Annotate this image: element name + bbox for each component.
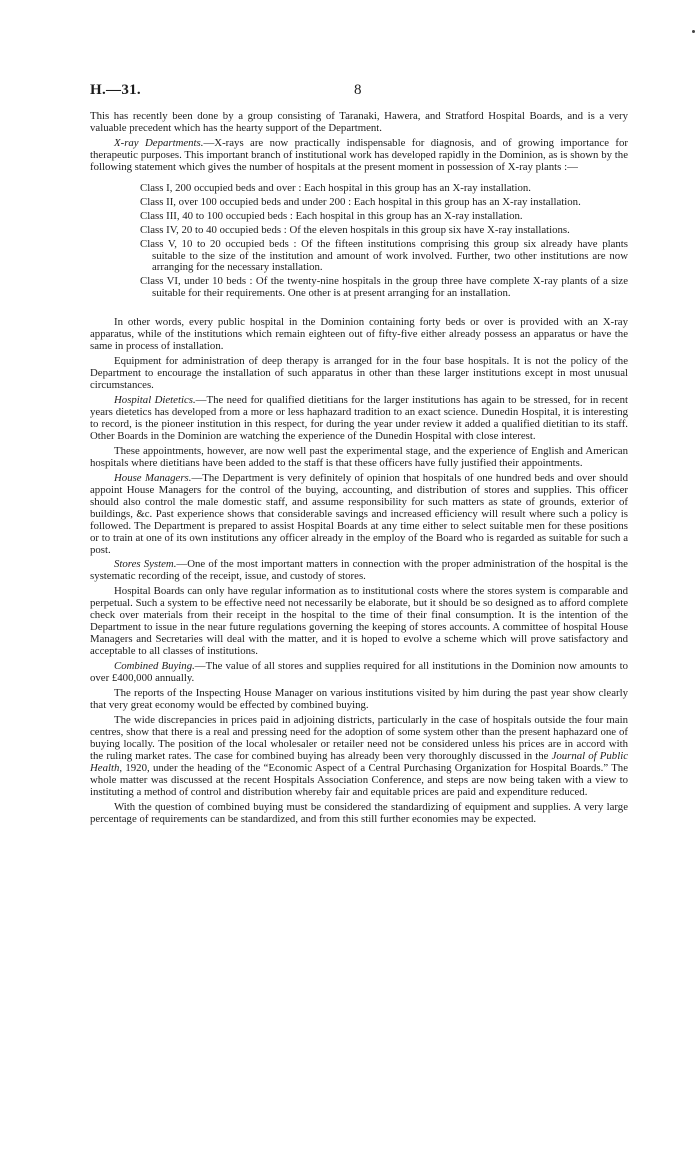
- class-item-1: Class I, 200 occupied beds and over : Each hospital in this group has an X-ray installation.: [140, 181, 532, 194]
- paragraph-standardizing: With the question of combined buying must be considered the standardizing of equipment and supplies. A very large percentage of requirements can be standardized, and from this still further economies may be expected.: [90, 800, 628, 825]
- discrepancies-text-b: , 1920, under the heading of the “Economic Aspect of a Central Purchasing Organization for Hospital Boards.” The whole matter was discussed at the recent Hospitals Association Conference, and steps are now being taken with a view to instituting a method of control and distribution whereby fair and equitable prices are paid and expenditure reduced.: [90, 761, 628, 798]
- paragraph-xray: [90, 138, 628, 174]
- xray-class-list: [140, 183, 628, 301]
- class-item-3: Class III, 40 to 100 occupied beds : Each hospital in this group has an X-ray installation.: [140, 209, 523, 222]
- house-managers-text: —The Department is very definitely of opinion that hospitals of one hundred beds and over should appoint House Managers for the control of the buying, accounting, and distribution of stores and supplies. This officer should also control the male domestic staff, and assume responsibility for such matters as state of grounds, exterior of buildings, &c. Past experience shows that considerable savings and increased efficiency will result where such a policy is followed. The Department is prepared to assist Hospital Boards at any time either to select suitable men for these positions or to train at one of its own institutions any officer already in the employ of the Board who is regarded as suitable for such a post.: [90, 471, 628, 556]
- house-managers-heading: House Managers.: [114, 471, 192, 484]
- document-body: [90, 111, 628, 825]
- class-item-2: Class II, over 100 occupied beds and under 200 : Each hospital in this group has an X-ray installation.: [140, 195, 581, 208]
- journal-title: Journal of Public Health: [90, 749, 628, 774]
- page-number: 8: [354, 82, 362, 98]
- scan-speck: [692, 30, 695, 33]
- stores-text: —One of the most important matters in connection with the proper administration of the hospital is the systematic recording of the receipt, issue, and custody of stores.: [90, 558, 628, 583]
- paragraph-dietetics: [90, 395, 628, 443]
- paragraph-price-discrepancies: [90, 715, 628, 799]
- paragraph-inspecting-reports: The reports of the Inspecting House Manager on various institutions visited by him during the past year show clearly that very great economy would be effected by combined buying.: [90, 686, 628, 711]
- paragraph-stores-system: [90, 559, 628, 583]
- paragraph-house-managers: [90, 473, 628, 557]
- xray-heading: X-ray Departments.: [114, 136, 204, 149]
- paragraph-forty-beds: In other words, every public hospital in the Dominion containing forty beds or over is provided with an X-ray apparatus, while of the institutions which remain eighteen out of fifty-five either already possess an apparatus or have the same in process of installation.: [90, 316, 628, 353]
- paragraph-combined-buying: [90, 661, 628, 685]
- dietetics-heading: Hospital Dietetics.: [114, 394, 196, 407]
- page-header: [0, 82, 700, 98]
- paragraph-deep-therapy: Equipment for administration of deep therapy is arranged for in the four base hospitals. It is not the policy of the Department to encourage the installation of such apparatus in other than these larger institutions except in most unusual circumstances.: [90, 355, 628, 392]
- dietetics-text: —The need for qualified dietitians for the larger institutions has again to be stressed, for in recent years dietetics has developed from a more or less haphazard tradition to an exact science. Dunedin Hospital, it is interesting to record, is the pioneer institution in this respect, for during the year under review it added a qualified dietitian to its staff. Other Boards in the Dominion are watching the experience of the Dunedin Hospital with close interest.: [90, 394, 628, 442]
- class-item-5: Class V, 10 to 20 occupied beds : Of the fifteen institutions comprising this group six already have plants suitable to the size of the institution and amount of work involved. Further, two other institutions are now arranging for the necessary installation.: [140, 237, 628, 274]
- xray-text: —X-rays are now practically indispensable for diagnosis, and of growing importance for therapeutic purposes. This important branch of institutional work has developed rapidly in the Dominion, as is shown by the following statement which gives the number of hospitals at the present moment in possession of X-ray plants :—: [90, 136, 628, 173]
- paragraph-taranaki: This has recently been done by a group consisting of Taranaki, Hawera, and Stratford Hospital Boards, and is a very valuable precedent which has the hearty support of the Department.: [90, 110, 628, 134]
- report-reference: H.—31.: [90, 82, 141, 98]
- buying-text: —The value of all stores and supplies required for all institutions in the Dominion now amounts to over £400,000 annually.: [90, 660, 628, 685]
- discrepancies-text-a: The wide discrepancies in prices paid in adjoining districts, particularly in the case of hospitals outside the four main centres, show that there is a real and pressing need for the adoption of some system other than the present haphazard one of buying locally. The position of the local wholesaler or retailer need not be considered unless his prices are in accord with the ruling market rates. The case for combined buying has already been very thoroughly discussed in the: [90, 713, 628, 762]
- paragraph-appointments: These appointments, however, are now well past the experimental stage, and the experience of English and American hospitals where dietitians have been added to the staff is that these officers have fully justified their appointments.: [90, 444, 628, 469]
- paragraph-institutional-costs: Hospital Boards can only have regular information as to institutional costs where the stores system is comparable and perpetual. Such a system to be effective need not necessarily be elaborate, but it should be so designed as to afford complete check over materials from their receipt in the hospital to the time of their final consumption. It is the intention of the Department to issue in the near future regulations governing the keeping of stores accounts. A committee of hospital House Managers and Secretaries will deal with the matter, and it is hoped to evolve a scheme which will prove satisfactory and acceptable to all classes of institutions.: [90, 585, 628, 658]
- buying-heading: Combined Buying.: [114, 660, 195, 673]
- stores-heading: Stores System.: [114, 558, 177, 571]
- class-item-6: Class VI, under 10 beds : Of the twenty-nine hospitals in the group three have complete X-ray plants of a size suitable for their requirements. One other is at present arranging for an installation.: [140, 275, 628, 300]
- class-item-4: Class IV, 20 to 40 occupied beds : Of the eleven hospitals in this group six have X-ray installations.: [140, 223, 570, 236]
